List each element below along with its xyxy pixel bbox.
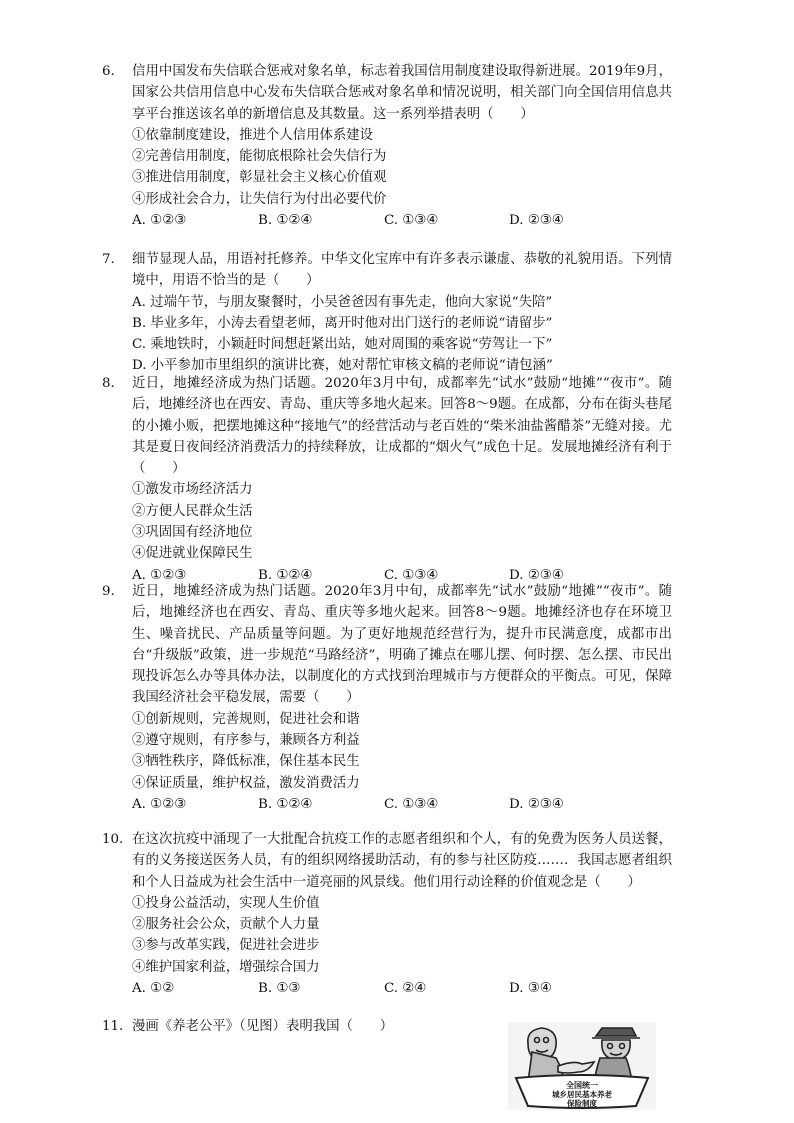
question-11 (102, 1016, 482, 1037)
statement-option: ①创新规则，完善规则，促进社会和谐 (132, 711, 360, 727)
cartoon-caption-line-3: 保险制度 (567, 1099, 597, 1108)
statement-option: ①投身公益活动，实现人生价值 (132, 895, 320, 911)
question-number: 11. (102, 1019, 124, 1034)
statement-option: ④保证质量，维护权益，激发消费活力 (132, 775, 360, 791)
choice-c: C. 乘地铁时，小颖赶时间想赶紧出站，她对周围的乘客说“劳驾让一下” (132, 337, 553, 353)
statement-option: ④形成社会合力，让失信行为付出必要代价 (132, 191, 387, 207)
choice-a: A. 过端午节，与朋友聚餐时，小吴爸爸因有事先走，他向大家说“失陪” (132, 294, 553, 310)
choice-b: B. ①②④ (258, 796, 313, 812)
choice-b: B. ①③ (258, 981, 301, 997)
choice-b: B. ①②④ (258, 213, 313, 229)
choice-d: D. ③④ (509, 981, 552, 997)
statement-option: ①激发市场经济活力 (132, 482, 253, 498)
choice-c: C. ①③④ (384, 796, 439, 812)
cartoon-caption-line-2: 城乡居民基本养老 (552, 1090, 612, 1099)
choice-d: D. 小平参加市里组织的演讲比赛，她对帮忙审核文稿的老师说“请包涵” (132, 358, 553, 374)
question-number: 9. (102, 584, 115, 599)
question-stem: 在这次抗疫中涌现了一大批配合抗疫工作的志愿者组织和个人，有的免费为医务人员送餐，有的义务接送医务人员，有的组织网络援助活动，有的参与社区防疫……．我国志愿者组织和个人日益成为社会生活中一道亮丽的风景线。他们用行动诠释的价值观念是（ ） (132, 832, 672, 890)
question-6 (102, 61, 672, 231)
pension-fairness-cartoon (508, 1022, 656, 1110)
choice-a: A. ①②③ (132, 796, 187, 812)
choice-b: B. ①②④ (258, 567, 313, 583)
choice-a: A. ①② (132, 981, 175, 997)
question-number: 7. (102, 252, 115, 267)
question-stem: 近日，地摊经济成为热门话题。2020年3月中旬，成都率先“试水”鼓励“地摊”“夜市”。随后，地摊经济也在西安、青岛、重庆等多地火起来。回答8～9题。在成都，分布在街头巷尾的小摊小贩，把摆地摊这种“接地气”的经营活动与老百姓的“柴米油盐酱醋茶”无缝对接。尤其是夏日夜间经济消费活力的持续释放，让成都的“烟火气”成色十足。发展地摊经济有利于（ ） (132, 376, 672, 477)
cartoon-drawing (508, 1022, 656, 1110)
statement-option: ②方便人民群众生活 (132, 503, 253, 519)
choice-d: D. ②③④ (509, 796, 564, 812)
choice-d: D. ②③④ (509, 213, 564, 229)
choice-b: B. 毕业多年，小涛去看望老师，离开时他对出门送行的老师说“请留步” (132, 315, 553, 331)
choice-c: C. ①③④ (384, 567, 439, 583)
choice-a: A. ①②③ (132, 213, 187, 229)
statement-option: ③牺牲秩序，降低标准，保住基本民生 (132, 754, 360, 770)
question-stem: 近日，地摊经济成为热门话题。2020年3月中旬，成都率先“试水”鼓励“地摊”“夜市”。随后，地摊经济也在西安、青岛、重庆等多地火起来。回答8～9题。地摊经济也存在环境卫生、噪音扰民、产品质量等问题。为了更好地规范经营行为，提升市民满意度，成都市出台“升级版”政策，进一步规范“马路经济”，明确了摊点在哪儿摆、何时摆、怎么摆、市民出现投诉怎么办等具体办法，以制度化的方式找到治理城市与方便群众的平衡点。可见，保障我国经济社会平稳发展，需要（ ） (132, 584, 672, 706)
question-8 (102, 373, 672, 586)
statement-option: ③参与改革实践，促进社会进步 (132, 938, 320, 954)
question-stem: 细节显现人品，用语衬托修养。中华文化宝库中有许多表示谦虚、恭敬的礼貌用语。下列情境中，用语不恰当的是（ ） (132, 252, 672, 289)
choice-c: C. ①③④ (384, 213, 439, 229)
statement-option: ②遵守规则，有序参与，兼顾各方利益 (132, 733, 360, 749)
question-number: 6. (102, 64, 115, 79)
question-stem: 漫画《养老公平》（见图）表明我国（ ） (132, 1019, 394, 1034)
cartoon-caption-line-1: 全国统一 (566, 1080, 598, 1090)
statement-option: ②服务社会公众，贡献个人力量 (132, 917, 320, 933)
choice-d: D. ②③④ (509, 567, 564, 583)
answer-choices (132, 794, 672, 815)
question-9 (102, 581, 672, 815)
question-7 (102, 249, 672, 377)
statement-option: ②完善信用制度，能彻底根除社会失信行为 (132, 149, 387, 165)
statement-option: ③巩固国有经济地位 (132, 525, 253, 541)
answer-choices (132, 210, 672, 231)
question-stem: 信用中国发布失信联合惩戒对象名单，标志着我国信用制度建设取得新进展。2019年9月，国家公共信用信息中心发布失信联合惩戒对象名单和情况说明，相关部门向全国信用信息共享平台推送该名单的新增信息及其数量。这一系列举措表明（ ） (132, 64, 672, 122)
question-10 (102, 829, 672, 999)
question-number: 10. (102, 832, 124, 847)
choice-c: C. ②④ (384, 981, 427, 997)
statement-option: ④维护国家利益，增强综合国力 (132, 959, 320, 975)
choice-a: A. ①②③ (132, 567, 187, 583)
answer-choices (132, 978, 672, 999)
statement-option: ④促进就业保障民生 (132, 546, 253, 562)
question-number: 8. (102, 376, 115, 391)
statement-option: ①依靠制度建设，推进个人信用体系建设 (132, 127, 374, 143)
statement-option: ③推进信用制度，彰显社会主义核心价值观 (132, 170, 387, 186)
